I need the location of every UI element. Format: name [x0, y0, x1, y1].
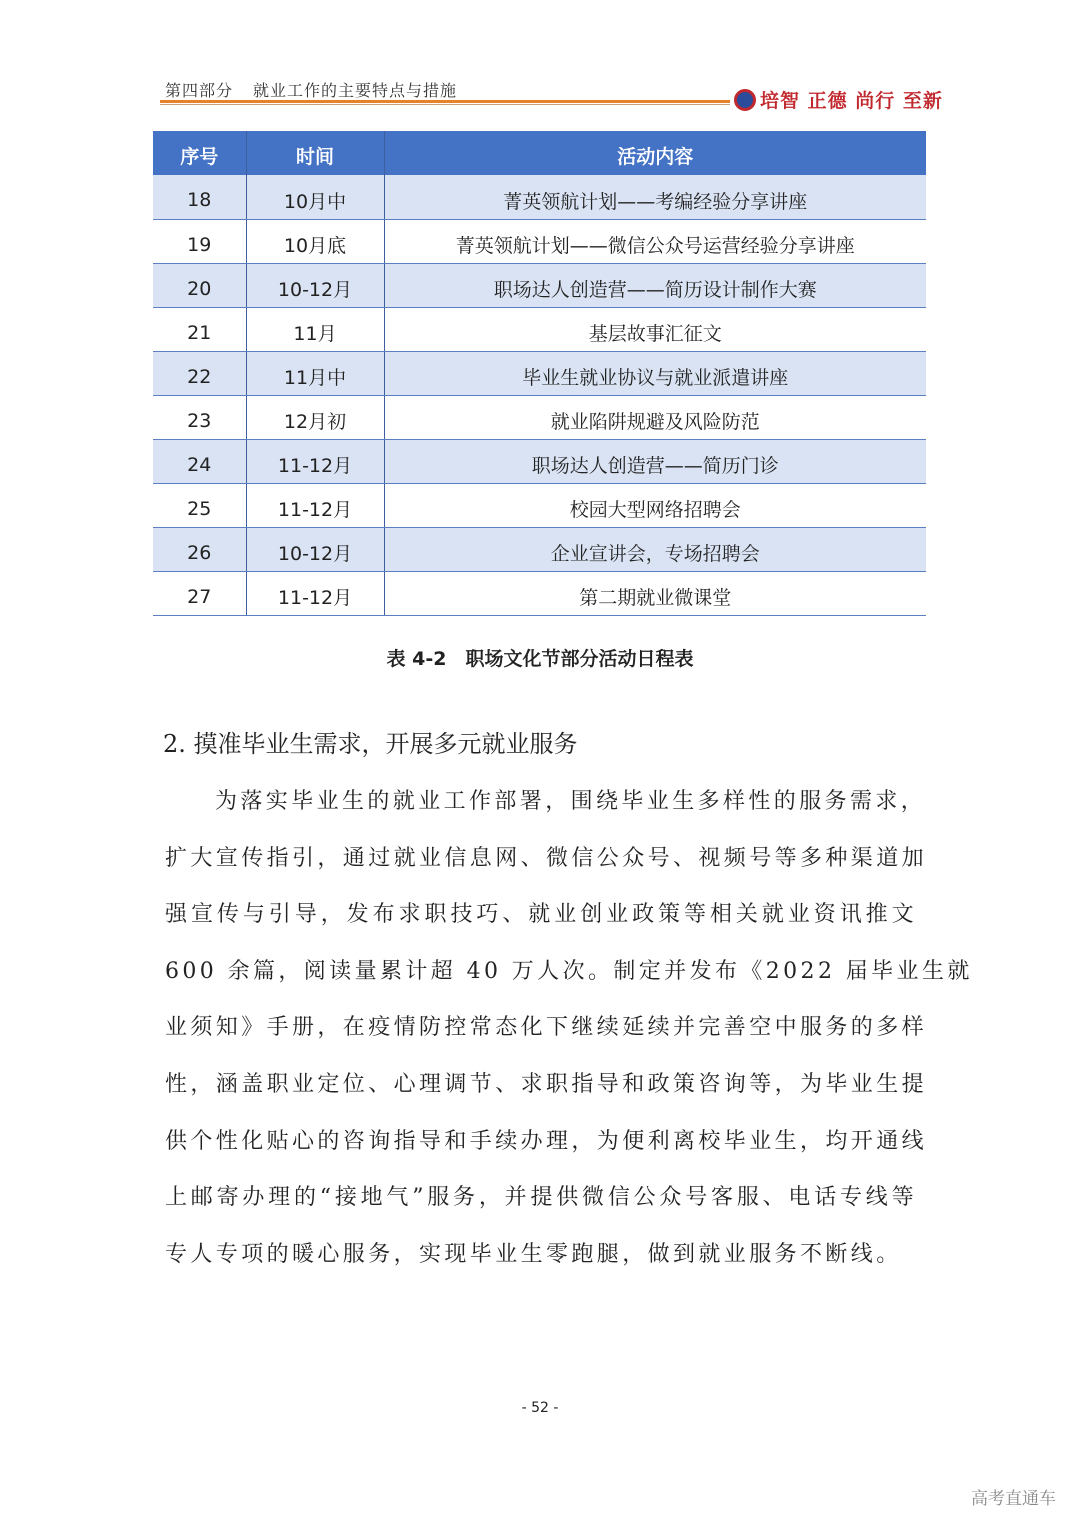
cell-content: 毕业生就业协议与就业派遣讲座 [384, 351, 926, 395]
cell-index: 18 [153, 175, 246, 219]
section-heading: 2. 摸准毕业生需求，开展多元就业服务 [163, 730, 578, 758]
cell-index: 26 [153, 527, 246, 571]
table-row [153, 483, 926, 527]
cell-time: 12月初 [246, 395, 384, 439]
paragraph-line: 专人专项的暖心服务，实现毕业生零跑腿，做到就业服务不断线。 [165, 1241, 902, 1267]
paragraph-line: 业须知》手册，在疫情防控常态化下继续延续并完善空中服务的多样 [165, 1015, 928, 1041]
cell-time: 11月中 [246, 351, 384, 395]
header-rule-thin [160, 104, 730, 105]
paragraph-line: 供个性化贴心的咨询指导和手续办理，为便利离校毕业生，均开通线 [165, 1128, 928, 1154]
cell-index: 24 [153, 439, 246, 483]
table-row [153, 351, 926, 395]
page-number: - 52 - [521, 1400, 559, 1416]
cell-time: 10-12月 [246, 527, 384, 571]
cell-time: 10月中 [246, 175, 384, 219]
paragraph-line: 600 余篇，阅读量累计超 40 万人次。制定并发布《2022 届毕业生就 [165, 958, 973, 984]
cell-index: 25 [153, 483, 246, 527]
cell-index: 20 [153, 263, 246, 307]
table-row [153, 527, 926, 571]
cell-content: 职场达人创造营——简历门诊 [384, 439, 926, 483]
cell-time: 11月 [246, 307, 384, 351]
school-seal-icon [734, 89, 756, 111]
table-row [153, 439, 926, 483]
watermark: 高考直通车 [971, 1489, 1056, 1509]
paragraph-line: 性，涵盖职业定位、心理调节、求职指导和政策咨询等，为毕业生提 [165, 1071, 928, 1097]
header-rule [160, 100, 730, 103]
cell-content: 基层故事汇征文 [384, 307, 926, 351]
cell-content: 菁英领航计划——微信公众号运营经验分享讲座 [384, 219, 926, 263]
cell-index: 23 [153, 395, 246, 439]
cell-index: 21 [153, 307, 246, 351]
paragraph-line: 强宣传与引导，发布求职技巧、就业创业政策等相关就业资讯推文 [165, 902, 917, 928]
paragraph-line: 上邮寄办理的“接地气”服务，并提供微信公众号客服、电话专线等 [165, 1185, 917, 1211]
table-row [153, 263, 926, 307]
cell-content: 就业陷阱规避及风险防范 [384, 395, 926, 439]
table-row [153, 219, 926, 263]
table-row [153, 307, 926, 351]
cell-content: 企业宣讲会，专场招聘会 [384, 527, 926, 571]
cell-time: 11-12月 [246, 439, 384, 483]
paragraph-line: 为落实毕业生的就业工作部署，围绕毕业生多样性的服务需求， [215, 789, 927, 814]
cell-time: 10月底 [246, 219, 384, 263]
part-label: 第四部分 [165, 81, 234, 100]
cell-index: 27 [153, 571, 246, 615]
cell-content: 校园大型网络招聘会 [384, 483, 926, 527]
cell-index: 19 [153, 219, 246, 263]
part-title: 就业工作的主要特点与措施 [253, 81, 458, 100]
table-row [153, 571, 926, 615]
col-header-index: 序号 [153, 131, 246, 175]
cell-content: 职场达人创造营——简历设计制作大赛 [384, 263, 926, 307]
cell-time: 11-12月 [246, 571, 384, 615]
cell-content: 菁英领航计划——考编经验分享讲座 [384, 175, 926, 219]
body-paragraph [165, 784, 973, 1293]
table-row [153, 175, 926, 219]
activity-schedule-table [153, 131, 926, 616]
col-header-time: 时间 [246, 131, 384, 175]
school-logo [734, 86, 943, 113]
cell-content: 第二期就业微课堂 [384, 571, 926, 615]
running-header [165, 78, 457, 101]
cell-time: 10-12月 [246, 263, 384, 307]
table-caption: 表 4-2 职场文化节部分活动日程表 [386, 648, 694, 670]
cell-time: 11-12月 [246, 483, 384, 527]
school-motto: 培智 正德 尚行 至新 [760, 90, 943, 112]
col-header-content: 活动内容 [384, 131, 926, 175]
cell-index: 22 [153, 351, 246, 395]
table-row [153, 395, 926, 439]
paragraph-line: 扩大宣传指引，通过就业信息网、微信公众号、视频号等多种渠道加 [165, 845, 928, 871]
